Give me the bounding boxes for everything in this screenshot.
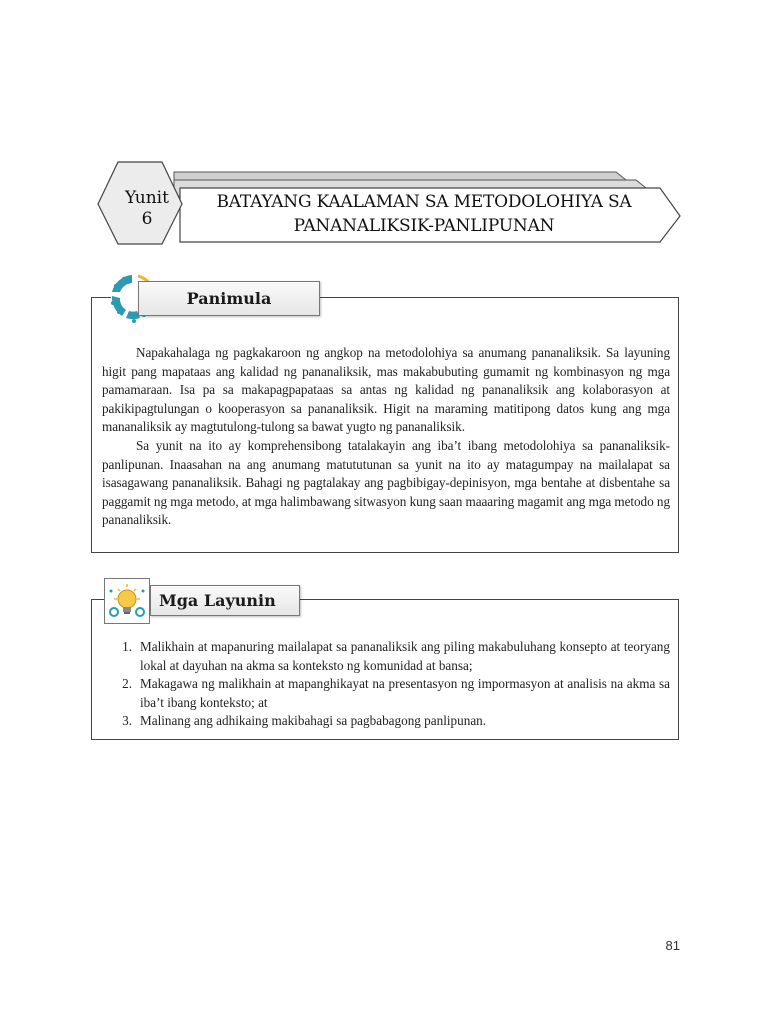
list-item-number: 1.	[122, 639, 132, 654]
page-number: 81	[665, 938, 680, 953]
list-item	[110, 638, 670, 675]
list-item-number: 2.	[122, 676, 132, 692]
unit-number: 6	[141, 209, 153, 229]
panimula-body	[102, 344, 670, 530]
unit-title-line2: PANANALIKSIK-PANLIPUNAN	[293, 216, 555, 236]
panimula-tab	[138, 281, 320, 316]
layunin-heading: Mga Layunin	[159, 591, 276, 610]
unit-label: Yunit	[125, 188, 169, 208]
unit-header	[88, 158, 688, 248]
panimula-paragraph-2: Sa yunit na ito ay komprehensibong tatalakayin ang iba’t ibang metodolohiya sa pananaliksik-panlipunan. Inaasahan na ang anumang matututunan sa yunit na ito ay matagumpay na mailalapat sa isasagawang pananaliksik. Bahagi ng pagtalakay ang pagbibigay-depinisyon, mga bentahe at disbentahe sa paggamit ng mga metodo, at mga halimbawang sitwasyon kung saan maaaring magamit ang mga metodo ng pananaliksik.	[102, 437, 670, 528]
panimula-paragraph-1: Napakahalaga ng pagkakaroon ng angkop na metodolohiya sa anumang pananaliksik. Sa layuning higit pang mapataas ang kalidad ng pananaliksik, mas makabubuting gumamit ng kombinasyon ng mga pamamaraan. Isa pa sa makapagpapataas sa antas ng kalidad ng pananaliksik ang kolaborasyon at pakikipagtulungan o kooperasyon sa pananaliksik. Higit na maraming matitipong datos kung ang mga mananaliksik ay magtutulong-tulong sa bawat yugto ng pananaliksik.	[102, 345, 670, 435]
list-item	[110, 675, 670, 712]
list-item-number: 3.	[122, 713, 132, 729]
panimula-heading: Panimula	[186, 289, 272, 308]
list-item-text: Malinang ang adhikaing makibahagi sa pagbabagong panlipunan.	[140, 713, 487, 729]
layunin-tab-line-left	[91, 599, 105, 600]
unit-title-line1: BATAYANG KAALAMAN SA METODOLOHIYA SA	[216, 192, 632, 212]
layunin-box	[91, 599, 679, 740]
layunin-tab	[150, 585, 300, 616]
list-item-text: Malikhain at mapanuring mailalapat sa pananaliksik ang piling makabuluhang konsepto at teoryang lokal at dayuhan na akma sa konteksto ng komunidad at bansa;	[140, 639, 670, 673]
layunin-list-wrap	[110, 638, 670, 731]
panimula-box	[91, 297, 679, 553]
panimula-tab-line-left	[91, 297, 111, 298]
layunin-list	[110, 638, 670, 731]
lightbulb-gears-icon	[104, 578, 150, 624]
list-item-text: Makagawa ng malikhain at mapanghikayat na presentasyon ng impormasyon at analisis na akma sa iba’t ibang konteksto; at	[140, 676, 670, 710]
list-item	[110, 712, 670, 731]
